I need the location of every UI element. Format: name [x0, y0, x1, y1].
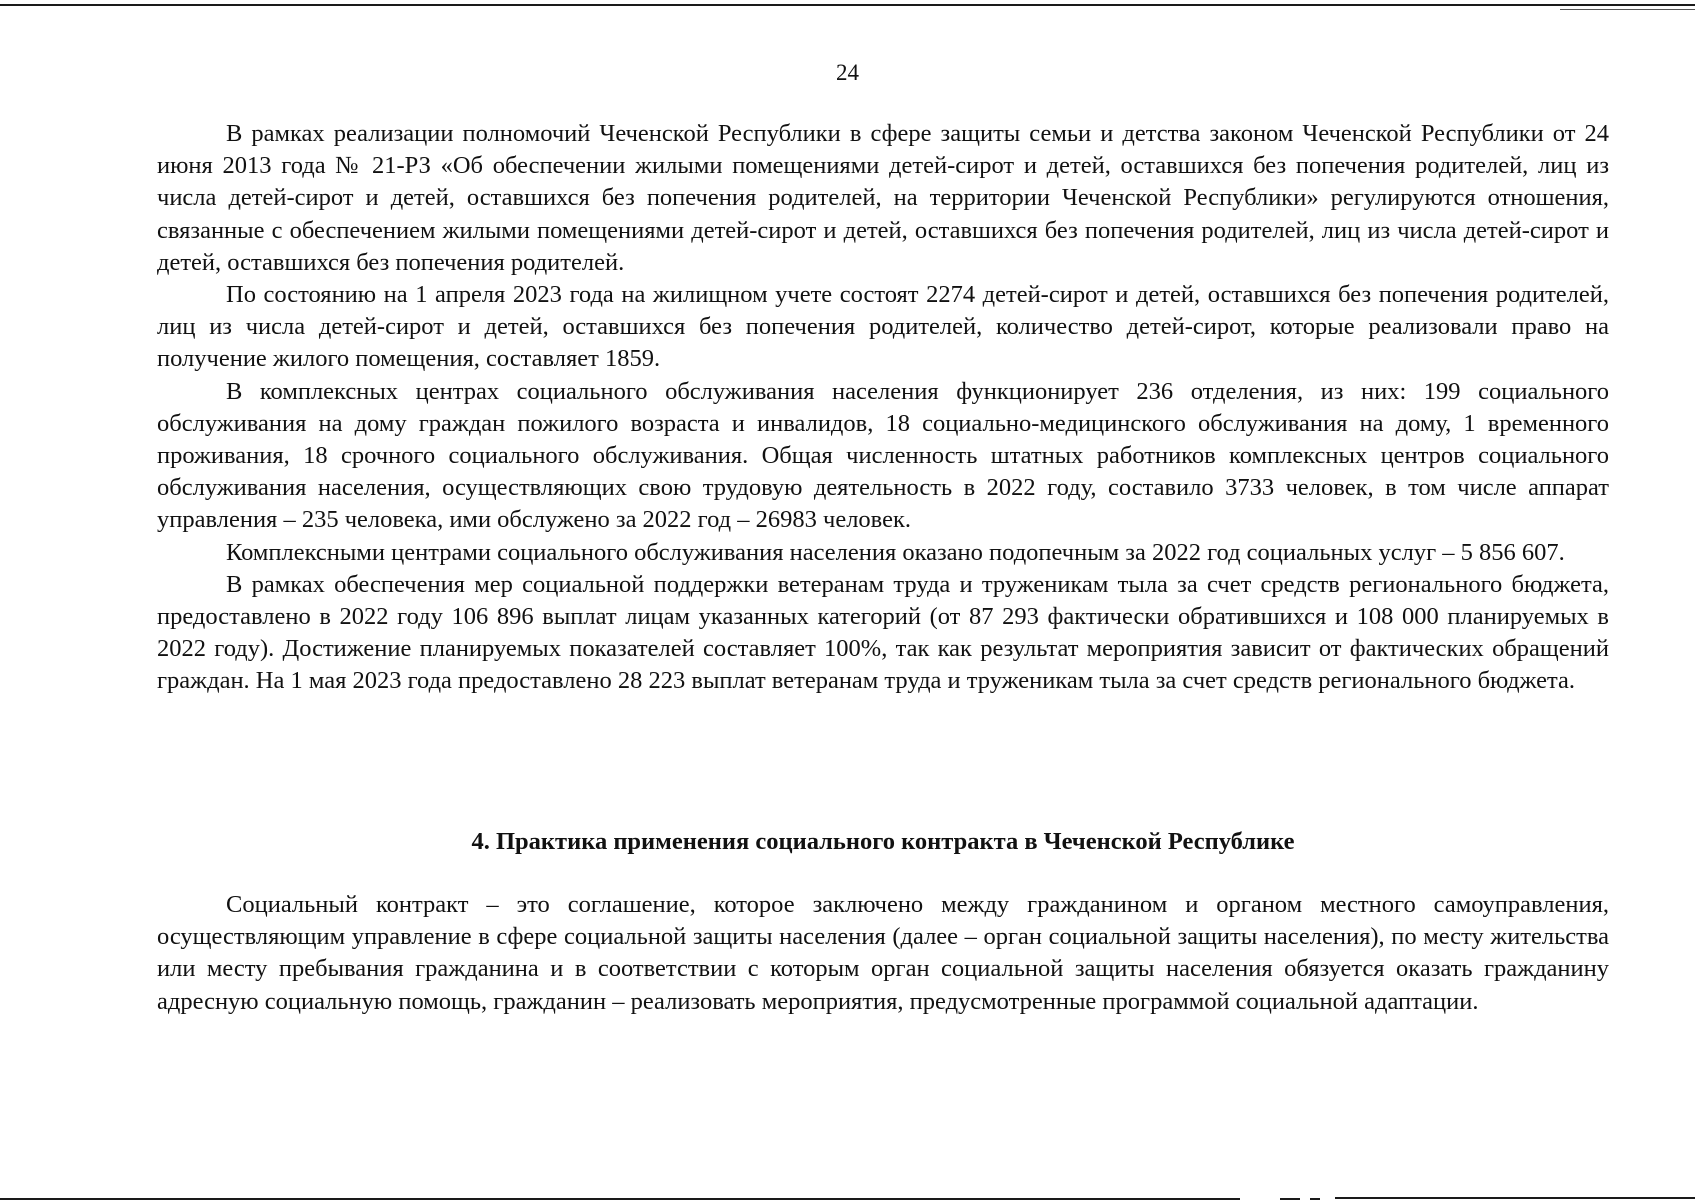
- paragraph-social-services: Комплексными центрами социального обслуживания населения оказано подопечным за 2022 год социальных услуг – 5 856 607.: [226, 538, 1565, 566]
- section-heading: 4. Практика применения социального контракта в Чеченской Республике: [471, 828, 1295, 855]
- paragraph-housing-law: В рамках реализации полномочий Чеченской Республики в сфере защиты семьи и детства законом Чеченской Республики от 24 июня 2013 года № 21-РЗ «Об обеспечении жилыми помещениями детей-сирот и детей, оставшихся без попечения родителей, лиц из числа детей-сирот и детей, оставшихся без попечения родителей, на территории Чеченской Республики» регулируются отношения, связанные с обеспечением жилыми помещениями детей-сирот и детей, оставшихся без попечения родителей, лиц из числа детей-сирот и детей, оставшихся без попечения родителей.: [157, 120, 1609, 276]
- page-number: 24: [836, 60, 859, 85]
- paragraph-social-contract: Социальный контракт – это соглашение, которое заключено между гражданином и органом местного самоуправления, осуществляющим управление в сфере социальной защиты населения (далее – орган социальной защиты населения), по месту жительства или месту пребывания гражданина и в соответствии с которым орган социальной защиты населения обязуется оказать гражданину адресную социальную помощь, гражданин – реализовать мероприятия, предусмотренные программой социальной адаптации.: [157, 891, 1609, 1015]
- document-body-upper: [157, 118, 1609, 698]
- document-body-lower: [157, 889, 1609, 1018]
- scan-edge-top: [0, 4, 1695, 6]
- scan-edge-bottom-right: [1335, 1197, 1695, 1199]
- paragraph-housing-queue: По состоянию на 1 апреля 2023 года на жилищном учете состоят 2274 детей-сирот и детей, оставшихся без попечения родителей, лиц из числа детей-сирот и детей, оставшихся без попечения родителей, количество детей-сирот, которые реализовали право на получение жилого помещения, составляет 1859.: [157, 281, 1609, 373]
- scan-edge-top-right: [1560, 9, 1695, 10]
- paragraph-veteran-payments: В рамках обеспечения мер социальной поддержки ветеранам труда и труженикам тыла за счет средств регионального бюджета, предоставлено в 2022 году 106 896 выплат лицам указанных категорий (от 87 293 фактически обратившихся и 108 000 планируемых в 2022 году). Достижение планируемых показателей составляет 100%, так как результат мероприятия зависит от фактических обращений граждан. На 1 мая 2023 года предоставлено 28 223 выплат ветеранам труда и труженикам тыла за счет средств регионального бюджета.: [157, 570, 1609, 695]
- paragraph-social-centers: В комплексных центрах социального обслуживания населения функционирует 236 отделения, из них: 199 социального обслуживания на дому граждан пожилого возраста и инвалидов, 18 социально-медицинского обслуживания на дому, 1 временного проживания, 18 срочного социального обслуживания. Общая численность штатных работников комплексных центров социального обслуживания населения, осуществляющих свою трудовую деятельность в 2022 году, составило 3733 человек, в том числе аппарат управления – 235 человека, ими обслужено за 2022 год – 26983 человек.: [157, 377, 1609, 534]
